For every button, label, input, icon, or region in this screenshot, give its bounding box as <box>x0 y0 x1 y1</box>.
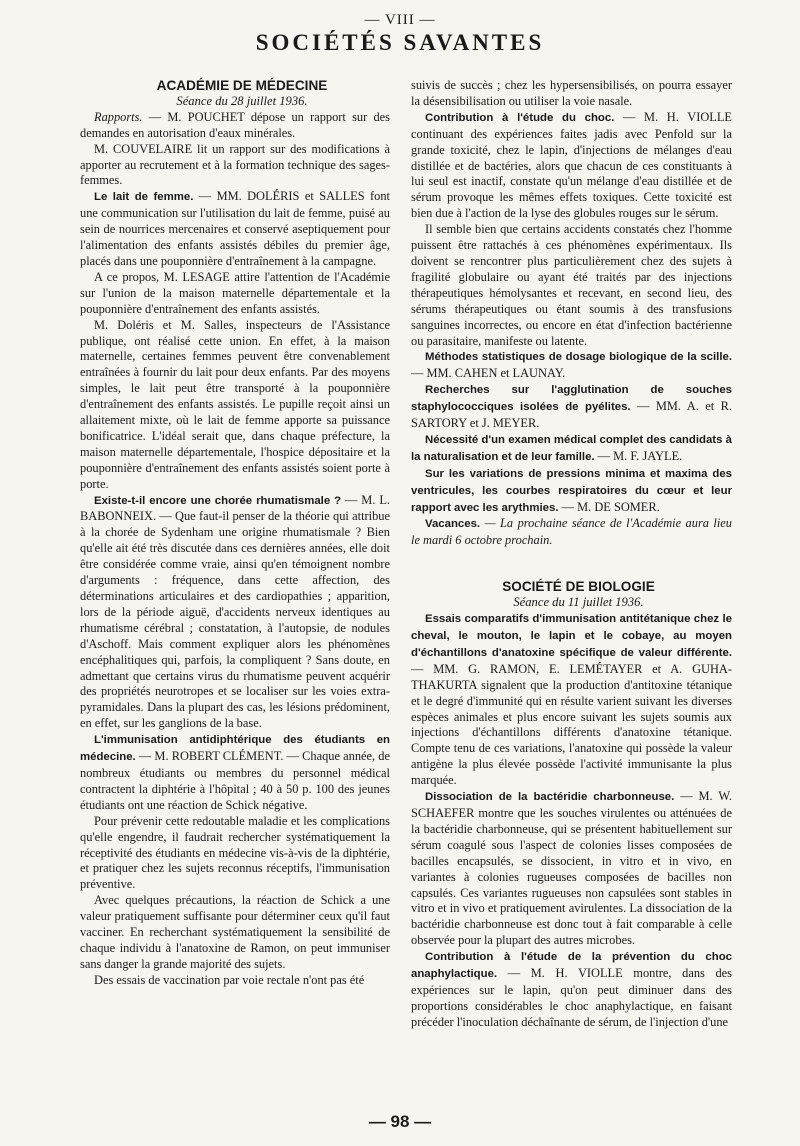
academie-title: ACADÉMIE DE MÉDECINE <box>156 78 328 93</box>
paragraph-bacteridie <box>411 789 732 949</box>
biologie-session: Séance du 11 juillet 1936. <box>513 595 644 610</box>
paragraph-vaccination-rectale: Des essais de vaccination par voie rectale n'ont pas été <box>94 972 365 987</box>
vacances-text: — La prochaine séance de l'Académie aura lieu le mardi 6 octobre prochain. <box>411 516 732 548</box>
choc-text: — M. H. VIOLLE continuant des expériences faites jadis avec Penfold sur la grande toxicité, chez le lapin, d'injections de mélanges d'eau distillée et de bactéries, alors que chacun de ces constituants à lui seul est inactif, constate qu'un mélange d'eau distillée et de sérum provoque les mêmes effets toxiques. Cette toxicité est bien due à l'action de la lyse des globules rouges sur le sérum. <box>411 109 732 221</box>
page-number: — 98 — <box>368 1112 432 1131</box>
choree-heading: Existe-t-il encore une chorée rhumatismale ? <box>94 494 342 507</box>
naturalisation-text: — M. F. JAYLE. <box>594 448 683 463</box>
lait-femme-heading: Le lait de femme. <box>94 191 194 204</box>
agglutination-text: — MM. A. et R. SARTORY et J. MEYER. <box>411 399 732 431</box>
paragraph-agglutination <box>411 382 732 432</box>
bacteridie-text: — M. W. SCHAEFER montre que les souches virulentes ou atténuées de la bactéridie charbonneuse, qui se présentent habituellement sur sérum coagulé sous l'aspect de colonies lisses composées de bacilles encapsulés, se dissocient, in vitro et in vivo, en variantes à colonies rugueuses composées de bacilles non capsulés. Ces variantes rugueuses non capsulées sont stables in vitro et in vivo et pratiquement avirulentes. La dissociation de la bactéridie charbonneuse est donc tout à fait comparable à celle observée pour la plupart des autres microbes. <box>411 789 732 948</box>
paragraph-schick: Avec quelques précautions, la réaction de Schick a une valeur pratiquement suffisante pour déterminer ceux qu'il faut vacciner. En recherchant systématiquement la sensibilité de chaque individu à l'anatoxine de Ramon, on peut immuniser sans danger la grande majorité des sujets. <box>80 893 390 971</box>
scille-heading: Méthodes statistiques de dosage biologique de la scille. <box>425 351 732 364</box>
paragraph-scille <box>411 349 732 382</box>
paragraph-rapports <box>80 110 390 142</box>
antitetanique-heading: Essais comparatifs d'immunisation antitétanique chez le cheval, le mouton, le lapin et le cobaye, au moyen d'échantillons d'anatoxine spécifique de valeur différente. <box>411 613 732 659</box>
scille-text: — MM. CAHEN et LAUNAY. <box>411 366 566 381</box>
choree-text: — M. L. BABONNEIX. — Que faut-il penser de la théorie qui attribue à la chorée de Sydenham une origine rhumatismale ? Bien qu'elle ait été très discutée dans ces dernières années, elle doit être considérée comme vraie, ainsi qu'en témoignent nombre d'arguments : fréquence, dans cette affection, des déterminations articulaires et des cardiopathies ; apparition, lors de la période aiguë, d'accidents nerveux identiques au rhumatisme cérébral ; constatation, à l'autopsie, de nodules d'Aschoff. Mais comment expliquer alors les phénomènes encéphalitiques qui, parfois, la compliquent ? Sans doute, en admettant que certains virus du rhumatisme peuvent acquérir des propriétés neurotropes et se localiser sur les voies extra-pyramidales. Dans la plupart des cas, les lésions prédominent, en effet, sur les ganglions de la base. <box>80 492 390 731</box>
biologie-title: SOCIÉTÉ DE BIOLOGIE <box>502 579 655 595</box>
paragraph-vacances <box>411 516 732 549</box>
immunisation-text: — M. ROBERT CLÉMENT. — Chaque année, de nombreux étudiants ou membres du personnel médical contractent la diphtérie à l'hôpital ; 40 à 50 p. 100 des jeunes étudiants ont une réaction de Schick négative. <box>80 749 390 812</box>
paragraph-naturalisation <box>411 432 732 466</box>
paragraph-antitetanique <box>411 611 732 789</box>
ventricules-text: — M. DE SOMER. <box>558 499 660 514</box>
paragraph-ventricules <box>411 466 732 517</box>
rapports-text: — M. POUCHET dépose un rapport sur des demandes en autorisation d'eaux minérales. <box>80 109 390 140</box>
paragraph-prevenir: Pour prévenir cette redoutable maladie et les complications qu'elle engendre, il faudrait rechercher systématiquement la réceptivité des étudiants en médecine vis-à-vis de la diphtérie, et pratiquer chez les sujets reconnus réceptifs, l'immunisation préventive. <box>80 813 390 892</box>
left-column <box>80 78 390 989</box>
antitetanique-text: — MM. G. RAMON, E. LEMÉTAYER et A. GUHA-THAKURTA signalent que la production d'antitoxine tétanique et le degré d'immunité qui en résulte varient suivant les diverses espèces animales et plus encore suivant les sujets soumis aux injections d'échantillons différents d'anatoxine tétanique. Compte tenu de ces variations, l'anatoxine qui possède la valeur antigène la plus élevée possède l'activité immunisante la plus marquée. <box>411 661 732 788</box>
anaphylactique-heading: Contribution à l'étude de la prévention du choc anaphylactique. <box>411 951 732 981</box>
choc-heading: Contribution à l'étude du choc. <box>425 111 615 124</box>
anaphylactique-text: — M. H. VIOLLE montre, dans des expériences sur le lapin, qu'on peut diminuer dans des proportions considérables le choc anaphylactique, en faisant précéder l'inoculation déchaînante de sérum, de l'injection d'une <box>411 966 732 1029</box>
paragraph-lait-femme <box>80 189 390 270</box>
paragraph-accidents: Il semble bien que certains accidents constatés chez l'homme puissent être rattachés à ces phénomènes expérimentaux. Ils doivent se rencontrer plus particulièrement chez des sujets à fragilité globulaire ou ayant été traités par des injections thérapeutiques hémolysantes et recevant, en second lieu, des sérums thérapeutiques ou étant soumis à des transfusions sanguines incorrectes, ou encore en état d'infection bactérienne ou parasitaire, manifeste ou latente. <box>411 222 732 348</box>
academie-session: Séance du 28 juillet 1936. <box>176 93 308 108</box>
page-roman-numeral: — VIII — <box>364 12 436 28</box>
right-column <box>411 78 732 1031</box>
paragraph-anaphylactique <box>411 949 732 1031</box>
naturalisation-heading: Nécessité d'un examen médical complet des candidats à la naturalisation et de leur famille. <box>411 433 732 463</box>
rapports-label: Rapports. <box>94 109 143 124</box>
paragraph-immunisation <box>80 732 390 814</box>
page-title: SOCIÉTÉS SAVANTES <box>255 30 545 55</box>
bacteridie-heading: Dissociation de la bactéridie charbonneuse. <box>425 791 675 804</box>
vacances-heading: Vacances. <box>425 518 481 531</box>
paragraph-lesage: A ce propos, M. LESAGE attire l'attention de l'Académie sur l'union de la maison maternelle départementale et la pouponnière d'entraînement des enfants assistés. <box>80 269 390 316</box>
paragraph-doleris-salles: M. Doléris et M. Salles, inspecteurs de l'Assistance publique, ont réalisé cette union. En effet, à la maison maternelle, certaines femmes peuvent être convenablement entraînées à fournir du lait pour deux enfants. Par des moyens simples, le lait peut être transporté à la pouponnière d'entraînement des enfants assistés. Le pupille reçoit ainsi un allaitement mixte, où le lait de femme apporte sa puissance bonificatrice. L'idéal serait que, dans chaque préfecture, la maison maternelle départementale, l'hospice dépositaire et la pouponnière d'entraînement des enfants assistés soient porte à porte. <box>80 317 390 491</box>
paragraph-choree <box>80 493 390 733</box>
lait-femme-text: — MM. DOLÉRIS et SALLES font une communication sur l'utilisation du lait de femme, puisé au sein de nourrices mercenaires et conservé aseptiquement pour l'alimentation des enfants assistés débiles du premier âge, placés dans une pouponnière d'entraînement à la campagne. <box>80 189 390 268</box>
paragraph-choc <box>411 110 732 222</box>
paragraph-continuation: suivis de succès ; chez les hypersensibilisés, on pourra essayer la désensibilisation ou utiliser la voie nasale. <box>411 78 732 108</box>
ventricules-heading: Sur les variations de pressions minima et maxima des ventricules, les courbes respiratoires du cœur et leur rapport avec les arythmies. <box>411 467 732 514</box>
agglutination-heading: Recherches sur l'agglutination de souches staphylococciques isolées de pyélites. <box>411 384 732 414</box>
immunisation-heading: L'immunisation antidiphtérique des étudiants en médecine. <box>80 734 390 764</box>
paragraph-couvelaire: M. COUVELAIRE lit un rapport sur des modifications à apporter au recrutement et à la formation technique des sages-femmes. <box>80 141 390 188</box>
biologie-section <box>411 579 732 1030</box>
